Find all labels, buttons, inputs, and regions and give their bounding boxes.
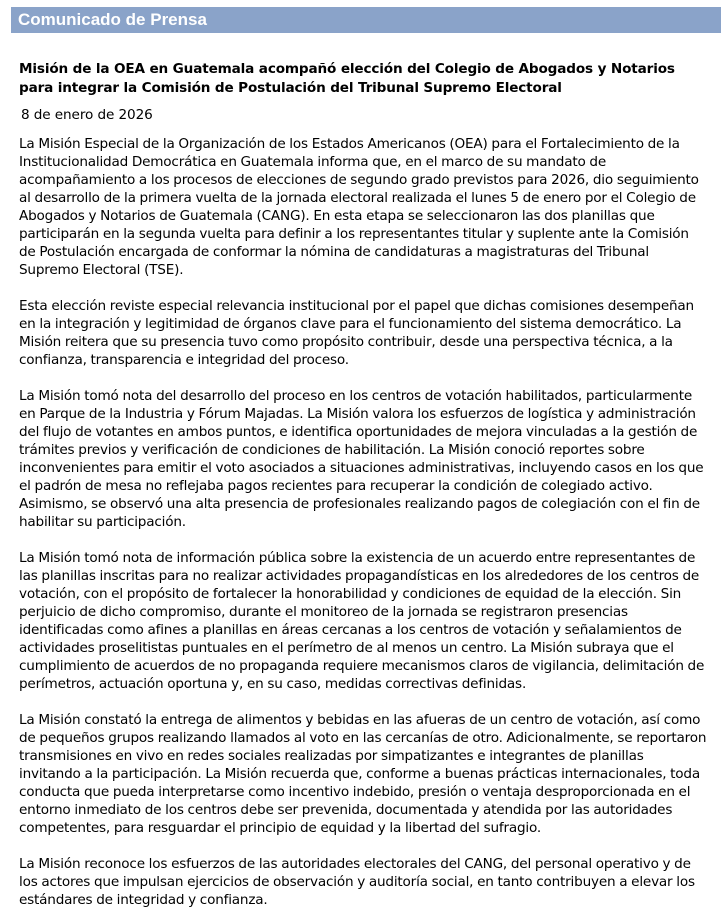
article-paragraph: La Misión reconoce los esfuerzos de las autoridades electorales del CANG, del personal operativo y de los actores que impulsan ejercicios de observación y auditoría social, en tanto contribuyen a elevar los estándares de integridad y confianza. <box>19 856 695 908</box>
article-headline: Misión de la OEA en Guatemala acompañó elección del Colegio de Abogados y Notarios para integrar la Comisión de Postulación del Tribunal Supremo Electoral <box>19 61 675 96</box>
article-paragraph: Esta elección reviste especial relevancia institucional por el papel que dichas comisiones desempeñan en la integración y legitimidad de órganos clave para el funcionamiento del sistema democrático. La Misión reitera que su presencia tuvo como propósito contribuir, desde una perspectiva técnica, a la confianza, transparencia e integridad del proceso. <box>19 298 694 368</box>
header-title: Comunicado de Prensa <box>18 10 207 29</box>
article-paragraph: La Misión tomó nota de información pública sobre la existencia de un acuerdo entre representantes de las planillas inscritas para no realizar actividades propagandísticas en los alrededores de los centros de votación, con el propósito de fortalecer la honorabilidad y condiciones de equidad de la elección. Sin perjuicio de dicho compromiso, durante el monitoreo de la jornada se registraron presencias identificadas como afines a planillas en áreas cercanas a los centros de votación y señalamientos de actividades proselitistas puntuales en el perímetro de al menos un centro. La Misión subraya que el cumplimiento de acuerdos de no propaganda requiere mecanismos claros de vigilancia, delimitación de perímetros, actuación oportuna y, en su caso, medidas correctivas definidas. <box>19 550 705 692</box>
press-release-header <box>11 7 721 33</box>
article-body <box>19 60 709 909</box>
article-paragraph: La Misión tomó nota del desarrollo del proceso en los centros de votación habilitados, particularmente en Parque de la Industria y Fórum Majadas. La Misión valora los esfuerzos de logística y administración del flujo de votantes en ambos puntos, e identifica oportunidades de mejora vinculadas a la gestión de trámites previos y verificación de condiciones de habilitación. La Misión conoció reportes sobre inconvenientes para emitir el voto asociados a situaciones administrativas, incluyendo casos en los que el padrón de mesa no reflejaba pagos recientes para recuperar la condición de colegiado activo. Asimismo, se observó una alta presencia de profesionales realizando pagos de colegiación con el fin de habilitar su participación. <box>19 388 704 530</box>
article-paragraph: La Misión constató la entrega de alimentos y bebidas en las afueras de un centro de votación, así como de pequeños grupos realizando llamados al voto en las cercanías de otro. Adicionalmente, se reportaron transmisiones en vivo en redes sociales realizadas por simpatizantes e integrantes de planillas invitando a la participación. La Misión recuerda que, conforme a buenas prácticas internacionales, toda conducta que pueda interpretarse como incentivo indebido, presión o ventaja desproporcionada en el entorno inmediato de los centros debe ser prevenida, documentada y atendida por las autoridades competentes, para resguardar el principio de equidad y la libertad del sufragio. <box>19 712 707 836</box>
article-date: 8 de enero de 2026 <box>21 107 153 123</box>
article-paragraph: La Misión Especial de la Organización de los Estados Americanos (OEA) para el Fortalecimiento de la Institucionalidad Democrática en Guatemala informa que, en el marco de su mandato de acompañamiento a los procesos de elecciones de segundo grado previstos para 2026, dio seguimiento al desarrollo de la primera vuelta de la jornada electoral realizada el lunes 5 de enero por el Colegio de Abogados y Notarios de Guatemala (CANG). En esta etapa se seleccionaron las dos planillas que participarán en la segunda vuelta para definir a los representantes titular y suplente ante la Comisión de Postulación encargada de conformar la nómina de candidaturas a magistraturas del Tribunal Supremo Electoral (TSE). <box>19 136 699 278</box>
